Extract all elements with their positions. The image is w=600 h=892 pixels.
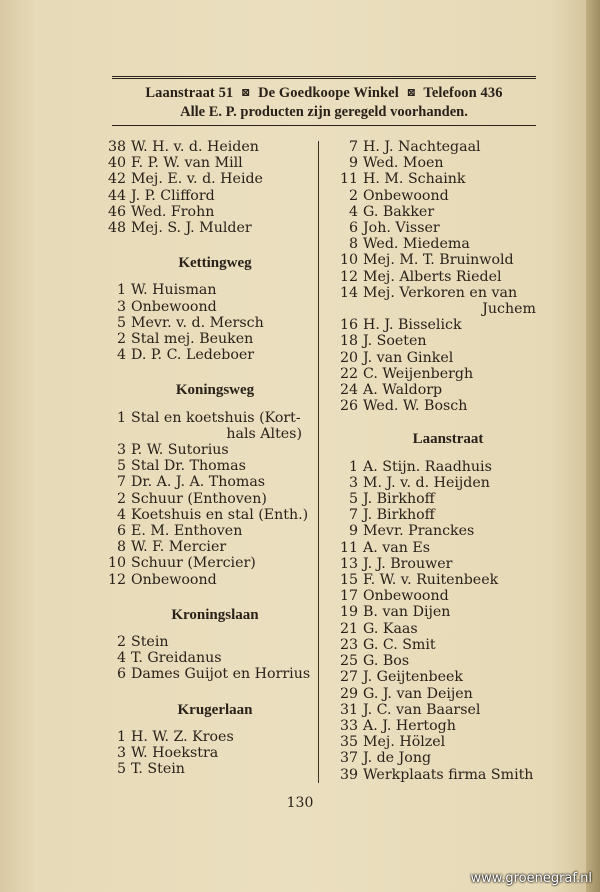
column-divider [318, 141, 319, 783]
resident-name: T. Stein [131, 761, 185, 778]
resident-name: A. Stijn. Raadhuis [363, 458, 492, 475]
resident-name: Onbewoond [131, 298, 217, 315]
list-item [334, 188, 536, 204]
resident-name: J. Soeten [363, 333, 427, 350]
page-number: 130 [286, 795, 314, 811]
list-item [334, 398, 536, 414]
list-item [102, 188, 302, 204]
list-item [102, 171, 302, 187]
separator-icon: ⊠ [241, 87, 251, 99]
resident-name-continuation: Juchem [482, 301, 536, 318]
list-item [102, 523, 302, 539]
resident-name: Werkplaats firma Smith [363, 766, 534, 783]
list-item [334, 382, 536, 398]
list-item [334, 556, 536, 572]
house-number: 7 [348, 139, 358, 155]
resident-name: Wed. Frohn [131, 203, 215, 220]
list-item [334, 588, 536, 604]
list-item [102, 761, 302, 777]
resident-name: W. Huisman [131, 282, 217, 299]
resident-name: F. W. v. Ruitenbeek [363, 572, 499, 589]
resident-name: E. M. Enthoven [131, 523, 243, 540]
list-item [334, 491, 536, 507]
resident-name: C. Weijenbergh [363, 365, 474, 382]
resident-name: Mevr. v. d. Mersch [131, 314, 264, 331]
list-item [334, 637, 536, 653]
list-item [334, 750, 536, 766]
house-number: 14 [339, 284, 358, 301]
house-number: 12 [339, 268, 358, 285]
house-number: 2 [116, 634, 126, 651]
resident-name: J. Birkhoff [363, 507, 435, 524]
street-heading: Kettingweg [178, 255, 252, 272]
list-item [102, 442, 302, 458]
list-item [102, 220, 302, 236]
list-item [102, 634, 302, 650]
house-number: 10 [107, 555, 126, 572]
house-number: 2 [348, 187, 358, 204]
resident-name: Dames Guijot en Horrius [131, 666, 311, 683]
list-item [102, 331, 302, 347]
house-number: 15 [339, 572, 358, 589]
resident-name: Stein [131, 634, 169, 651]
resident-name: H. J. Bisselick [363, 317, 462, 334]
list-item [334, 604, 536, 620]
resident-name: Onbewoond [131, 571, 217, 588]
list-item [334, 333, 536, 349]
list-item [334, 669, 536, 685]
resident-name: J. Geijtenbeek [363, 669, 463, 686]
list-item [102, 139, 302, 155]
house-number: 5 [116, 458, 126, 475]
house-number: 7 [116, 474, 126, 491]
house-number: 11 [339, 539, 358, 556]
list-item [334, 204, 536, 220]
house-number: 26 [339, 398, 358, 415]
house-number: 1 [116, 409, 126, 426]
street-heading: Laanstraat [412, 431, 484, 448]
house-number: 2 [116, 331, 126, 348]
house-number: 29 [339, 685, 358, 702]
list-item [334, 718, 536, 734]
resident-name: J. de Jong [363, 750, 432, 767]
house-number: 38 [107, 139, 126, 155]
house-number: 6 [348, 220, 358, 237]
list-item [334, 252, 536, 268]
house-number: 4 [348, 203, 358, 220]
left-column [102, 139, 311, 778]
resident-name: A. van Es [363, 539, 431, 556]
house-number: 5 [116, 761, 126, 778]
list-item [102, 572, 302, 588]
list-item [102, 299, 302, 315]
house-number: 39 [339, 766, 358, 783]
house-number: 1 [116, 282, 126, 299]
list-item [334, 523, 536, 539]
house-number: 46 [107, 203, 126, 220]
list-item [334, 702, 536, 718]
resident-name: A. J. Hertogh [363, 717, 456, 734]
house-number: 9 [348, 155, 358, 172]
list-item [102, 650, 302, 666]
house-number: 35 [339, 734, 358, 751]
house-number: 3 [116, 298, 126, 315]
house-number: 3 [348, 474, 358, 491]
resident-name: G. Bos [363, 653, 410, 670]
resident-name: Onbewoond [363, 187, 449, 204]
list-item [334, 653, 536, 669]
separator-icon: ⊠ [406, 87, 416, 99]
resident-name: M. J. v. d. Heijden [363, 474, 490, 491]
header-line-1 [112, 85, 536, 102]
list-item [334, 767, 536, 783]
house-number: 1 [348, 458, 358, 475]
resident-name: Schuur (Enthoven) [131, 490, 267, 507]
house-number: 17 [339, 588, 358, 605]
house-number: 4 [116, 650, 126, 667]
resident-name: Stal en koetshuis (Kort- [131, 409, 301, 426]
list-item [334, 540, 536, 556]
list-item [334, 269, 536, 285]
list-item [102, 745, 302, 761]
resident-name: J. J. Brouwer [363, 555, 453, 572]
house-number: 1 [116, 728, 126, 745]
house-number: 7 [348, 507, 358, 524]
list-item [102, 506, 309, 523]
list-item [102, 315, 302, 331]
resident-name: Mej. Alberts Riedel [363, 268, 502, 285]
list-item [102, 458, 302, 474]
resident-name: W. F. Mercier [131, 539, 227, 556]
list-item [334, 572, 536, 588]
resident-name: Dr. A. J. A. Thomas [131, 474, 266, 491]
list-item [334, 621, 536, 637]
street-heading: Kroningslaan [171, 606, 259, 623]
header-tagline: Alle E. P. producten zijn geregeld voorhanden. [180, 104, 468, 120]
list-item [334, 285, 536, 317]
list-item [334, 350, 536, 366]
house-number: 24 [339, 382, 358, 399]
house-number: 33 [339, 717, 358, 734]
resident-name: Mej. Verkoren en van [363, 284, 518, 301]
list-item [334, 686, 536, 702]
house-number: 3 [116, 442, 126, 459]
house-number: 8 [348, 236, 358, 253]
header-shop-name: De Goedkoope Winkel [258, 85, 399, 101]
resident-name: Stal mej. Beuken [131, 331, 254, 348]
resident-name: Stal Dr. Thomas [131, 458, 246, 475]
house-number: 37 [339, 750, 358, 767]
list-item [334, 155, 536, 171]
list-item [102, 204, 302, 220]
resident-name: Mej. E. v. d. Heide [131, 171, 263, 188]
resident-name: Koetshuis en stal (Enth.) [131, 506, 309, 523]
resident-name: G. J. van Deijen [363, 685, 473, 702]
house-number: 13 [339, 555, 358, 572]
house-number: 11 [339, 171, 358, 188]
house-number: 44 [107, 187, 126, 204]
header-address: Laanstraat 51 [145, 85, 234, 101]
house-number: 4 [116, 506, 126, 523]
resident-name: J. P. Clifford [131, 187, 215, 204]
house-number: 3 [116, 745, 126, 762]
book-spine [586, 0, 600, 892]
list-item [334, 475, 536, 491]
list-item [102, 539, 302, 555]
house-number: 22 [339, 365, 358, 382]
resident-name: P. W. Sutorius [131, 442, 229, 459]
resident-name: Joh. Visser [363, 220, 440, 237]
right-column [334, 139, 536, 783]
resident-name: Schuur (Mercier) [131, 555, 256, 572]
house-number: 25 [339, 653, 358, 670]
list-item [334, 507, 536, 523]
house-number: 8 [116, 539, 126, 556]
resident-name: G. Kaas [363, 620, 418, 637]
resident-name: Wed. Miedema [363, 236, 470, 253]
resident-name: Wed. Moen [363, 155, 444, 172]
header-phone: Telefoon 436 [423, 85, 503, 101]
list-item [334, 317, 536, 333]
list-item [334, 220, 536, 236]
house-number: 10 [339, 252, 358, 269]
list-item [102, 474, 302, 490]
resident-name: W. H. v. d. Heiden [131, 139, 259, 155]
resident-name: J. Birkhoff [363, 491, 435, 508]
list-item [102, 155, 302, 171]
house-number: 40 [107, 155, 126, 172]
list-item [334, 459, 536, 475]
house-number: 20 [339, 349, 358, 366]
resident-name: Mej. M. T. Bruinwold [363, 252, 514, 269]
list-item [334, 366, 536, 382]
house-number: 48 [107, 220, 126, 237]
resident-name: F. P. W. van Mill [131, 155, 243, 172]
resident-name: J. van Ginkel [363, 349, 454, 366]
resident-name: Wed. W. Bosch [363, 398, 468, 415]
resident-name: Onbewoond [363, 588, 449, 605]
house-number: 42 [107, 171, 126, 188]
house-number: 27 [339, 669, 358, 686]
advertisement-header [112, 76, 536, 126]
house-number: 19 [339, 604, 358, 621]
resident-name: H. W. Z. Kroes [131, 728, 234, 745]
house-number: 12 [107, 571, 126, 588]
house-number: 23 [339, 636, 358, 653]
list-item [102, 282, 302, 298]
resident-name: Mevr. Pranckes [363, 523, 475, 540]
list-item [102, 491, 302, 507]
house-number: 18 [339, 333, 358, 350]
street-heading: Krugerlaan [177, 701, 253, 718]
list-item [334, 171, 536, 187]
resident-name: W. Hoekstra [131, 745, 219, 762]
list-item [334, 236, 536, 252]
house-number: 2 [116, 490, 126, 507]
resident-name: H. J. Nachtegaal [363, 139, 481, 155]
street-heading: Koningsweg [175, 382, 255, 399]
resident-name: Mej. Hölzel [363, 734, 446, 751]
list-item [102, 410, 302, 442]
resident-name: D. P. C. Ledeboer [131, 347, 255, 364]
resident-name: G. C. Smit [363, 636, 436, 653]
list-item [334, 139, 536, 155]
list-item [102, 729, 302, 745]
house-number: 5 [348, 491, 358, 508]
house-number: 21 [339, 620, 358, 637]
house-number: 4 [116, 347, 126, 364]
resident-name: Mej. S. J. Mulder [131, 220, 252, 237]
resident-name: J. C. van Baarsel [363, 701, 481, 718]
resident-name-continuation: hals Altes) [226, 425, 302, 442]
house-number: 5 [116, 314, 126, 331]
house-number: 16 [339, 317, 358, 334]
resident-name: B. van Dijen [363, 604, 451, 621]
watermark: www.groenegraf.nl [470, 871, 592, 886]
house-number: 9 [348, 523, 358, 540]
resident-name: T. Greidanus [131, 650, 222, 667]
resident-name: G. Bakker [363, 203, 435, 220]
house-number: 31 [339, 701, 358, 718]
list-item [102, 347, 302, 363]
resident-name: H. M. Schaink [363, 171, 466, 188]
resident-name: A. Waldorp [363, 382, 443, 399]
list-item [102, 666, 311, 683]
list-item [334, 734, 536, 750]
house-number: 6 [116, 523, 126, 540]
house-number: 6 [116, 666, 126, 683]
list-item [102, 555, 302, 571]
